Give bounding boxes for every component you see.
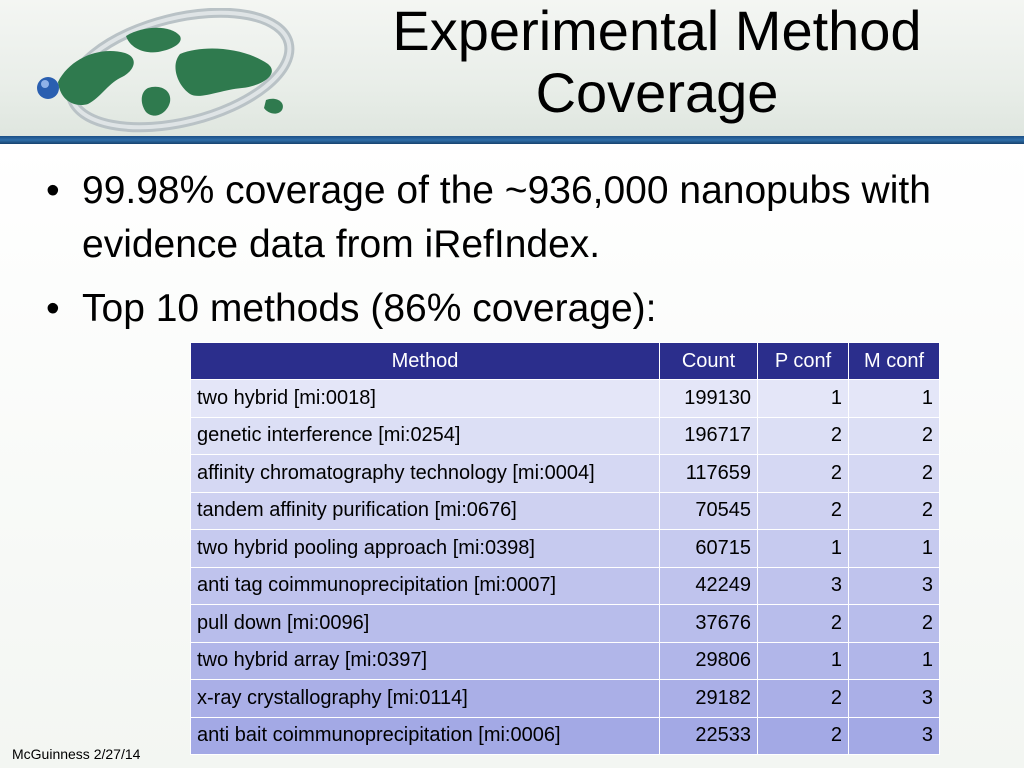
cell-p-conf: 1 <box>758 380 849 418</box>
cell-method: anti bait coimmunoprecipitation [mi:0006] <box>191 717 660 755</box>
cell-method: genetic interference [mi:0254] <box>191 417 660 455</box>
cell-method: affinity chromatography technology [mi:0004] <box>191 455 660 493</box>
globe-logo-icon <box>30 8 300 133</box>
cell-method: two hybrid [mi:0018] <box>191 380 660 418</box>
bullet-marker: • <box>46 287 60 330</box>
slide-title <box>300 0 1014 124</box>
table-row <box>191 642 940 680</box>
table-row <box>191 530 940 568</box>
slide-title-line2: Coverage <box>535 61 779 124</box>
table-row <box>191 380 940 418</box>
cell-method: pull down [mi:0096] <box>191 605 660 643</box>
cell-m-conf: 1 <box>849 380 940 418</box>
cell-p-conf: 2 <box>758 680 849 718</box>
cell-count: 37676 <box>660 605 758 643</box>
bullet-item <box>40 282 1000 336</box>
cell-count: 29806 <box>660 642 758 680</box>
cell-m-conf: 2 <box>849 417 940 455</box>
bullet-text: 99.98% coverage of the ~936,000 nanopubs with evidence data from iRefIndex. <box>82 169 931 266</box>
header-method: Method <box>191 343 660 380</box>
bullet-text: Top 10 methods (86% coverage): <box>82 287 657 330</box>
cell-p-conf: 2 <box>758 717 849 755</box>
table-row <box>191 680 940 718</box>
cell-count: 60715 <box>660 530 758 568</box>
cell-p-conf: 2 <box>758 605 849 643</box>
cell-m-conf: 3 <box>849 567 940 605</box>
bullet-item <box>40 164 1000 272</box>
table-row <box>191 417 940 455</box>
methods-table <box>190 342 940 755</box>
header-count: Count <box>660 343 758 380</box>
cell-p-conf: 2 <box>758 455 849 493</box>
table-row <box>191 492 940 530</box>
table-row <box>191 567 940 605</box>
cell-method: two hybrid pooling approach [mi:0398] <box>191 530 660 568</box>
cell-p-conf: 1 <box>758 530 849 568</box>
cell-m-conf: 2 <box>849 492 940 530</box>
cell-p-conf: 2 <box>758 417 849 455</box>
slide-footer: McGuinness 2/27/14 <box>12 746 141 762</box>
cell-count: 22533 <box>660 717 758 755</box>
cell-count: 70545 <box>660 492 758 530</box>
cell-method: anti tag coimmunoprecipitation [mi:0007] <box>191 567 660 605</box>
cell-count: 117659 <box>660 455 758 493</box>
cell-count: 42249 <box>660 567 758 605</box>
cell-count: 29182 <box>660 680 758 718</box>
table-row <box>191 717 940 755</box>
slide-title-line1: Experimental Method <box>392 0 922 62</box>
cell-m-conf: 2 <box>849 455 940 493</box>
cell-p-conf: 1 <box>758 642 849 680</box>
header-rule <box>0 136 1024 144</box>
cell-m-conf: 1 <box>849 642 940 680</box>
table-row <box>191 605 940 643</box>
table-header-row <box>191 343 940 380</box>
cell-m-conf: 1 <box>849 530 940 568</box>
table-row <box>191 455 940 493</box>
cell-p-conf: 3 <box>758 567 849 605</box>
header-m-conf: M conf <box>849 343 940 380</box>
bullet-list <box>40 164 1000 346</box>
cell-p-conf: 2 <box>758 492 849 530</box>
cell-m-conf: 3 <box>849 680 940 718</box>
cell-method: x-ray crystallography [mi:0114] <box>191 680 660 718</box>
cell-count: 199130 <box>660 380 758 418</box>
cell-count: 196717 <box>660 417 758 455</box>
cell-method: tandem affinity purification [mi:0676] <box>191 492 660 530</box>
cell-method: two hybrid array [mi:0397] <box>191 642 660 680</box>
bullet-marker: • <box>46 169 60 212</box>
header-p-conf: P conf <box>758 343 849 380</box>
cell-m-conf: 3 <box>849 717 940 755</box>
cell-m-conf: 2 <box>849 605 940 643</box>
